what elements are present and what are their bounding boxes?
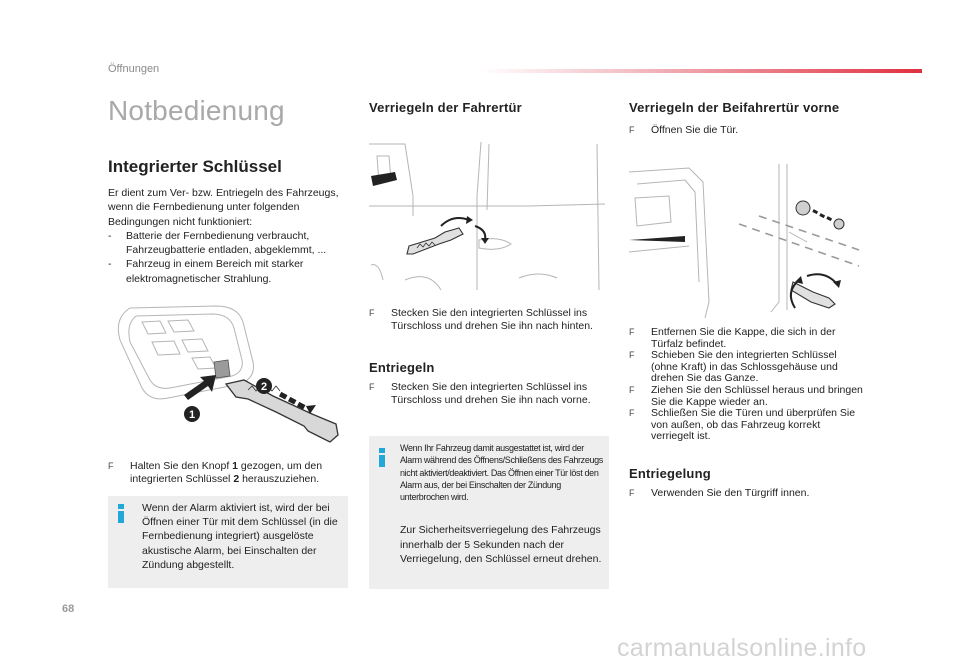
list-item [629,385,864,408]
step-text: Stecken Sie den integrierten Schlüssel ins Türschloss und drehen Sie ihn nach hinten. [391,307,593,332]
step-text: Verwenden Sie den Türgriff innen. [651,487,810,499]
step-text: Entfernen Sie die Kappe, die sich in der Türfalz befindet. [651,326,836,350]
bullet-marker: F [629,327,635,337]
condition-item [108,257,348,286]
note-box-alarm [108,496,348,588]
bullet-marker: F [369,382,375,392]
step-unlock-interior [629,487,869,500]
condition-text: Fahrzeug in einem Bereich mit starker elektromagnetischer Strahlung. [126,258,304,285]
list-item [629,408,864,443]
header-accent-line [480,69,922,73]
remote-key-illustration [108,300,348,455]
steps-passenger-door [629,327,864,443]
info-icon [379,448,385,467]
note-box-deadlock [369,436,609,589]
heading-passenger-door: Verriegeln der Beifahrertür vorne [629,100,840,115]
note-text: Wenn der Alarm aktiviert ist, wird der bei Öffnen einer Tür mit dem Schlüssel (in die Fernbedienung integriert) ausgelöste akustische Alarm, bei Einschalten der Zündung abgestellt. [142,502,338,571]
bullet-marker: F [629,488,635,498]
callout-2: 2 [260,381,268,393]
step-text: Ziehen Sie den Schlüssel heraus und bringen Sie die Kappe wieder an. [651,383,863,408]
heading-unlock: Entriegeln [369,360,435,375]
instruction-bullet [108,460,348,485]
bullet-marker: F [629,408,635,419]
callout-1: 1 [188,409,196,421]
note-text: Zur Sicherheitsverriegelung des Fahrzeugs innerhalb der 5 Sekunden nach der Verriegelung, den Schlüssel erneut drehen. [400,524,602,566]
step-text: Stecken Sie den integrierten Schlüssel ins Türschloss und drehen Sie ihn nach vorne. [391,381,591,406]
passenger-door-illustration [629,162,869,322]
heading-integrated-key: Integrierter Schlüssel [108,157,282,176]
list-item [629,327,864,350]
watermark: carmanualsonline.info [617,634,867,662]
step-text: Öffnen Sie die Tür. [651,124,739,136]
bullet-marker: F [108,461,114,471]
page-title: Notbedienung [108,95,285,126]
list-item [629,350,864,385]
page-number: 68 [62,603,75,615]
step-unlock-driver [369,381,609,406]
note-small-text: Wenn Ihr Fahrzeug damit ausgestattet ist, wird der Alarm während des Öffnens/Schließens des Fahrzeugs nicht aktiviert/deaktiviert. Das Öffnen einer Tür löst den Alarm aus, der bei Einschalten der Zündung unterbrochen wird. [400,443,603,503]
heading-unlocking: Entriegelung [629,466,711,481]
section-label: Öffnungen [108,63,160,75]
step-lock-driver [369,307,609,332]
condition-item [108,229,348,258]
bullet-marker: F [629,350,635,361]
bullet-marker: F [629,384,635,395]
intro-text [108,186,348,286]
condition-text: Batterie der Fernbedienung verbraucht, Fahrzeugbatterie entladen, abgeklemmt, ... [126,229,327,257]
intro-paragraph: Er dient zum Ver- bzw. Entriegeln des Fahrzeugs, wenn die Fernbedienung unter folgenden Bedingungen nicht funktioniert: [108,187,339,228]
bullet-marker: F [369,308,375,318]
bullet-marker: F [629,125,635,135]
step-text: Schieben Sie den integrierten Schlüssel (ohne Kraft) in das Schlossgehäuse und drehen Sie das Ganze. [651,349,838,385]
driver-door-illustration [369,140,609,302]
info-icon [118,504,124,523]
dash-marker: - [108,229,112,242]
heading-driver-door: Verriegeln der Fahrertür [369,100,522,115]
instruction-text: Halten Sie den Knopf 1 gezogen, um den integrierten Schlüssel 2 herauszuziehen. [130,460,323,485]
step-open-door [629,124,869,137]
step-text: Schließen Sie die Türen und überprüfen Sie von außen, ob das Fahrzeug korrekt verriegelt ist. [651,407,856,443]
dash-marker: - [108,258,112,271]
